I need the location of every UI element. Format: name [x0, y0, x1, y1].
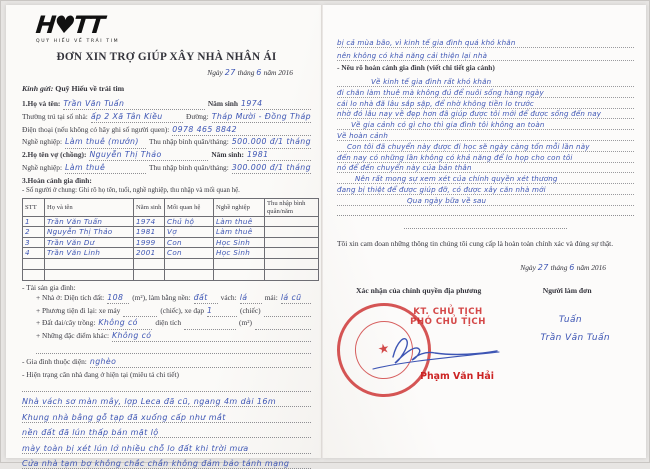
date-word-ngay: Ngày — [520, 262, 536, 272]
story-line — [337, 76, 634, 87]
detail-section-label: - Nêu rõ hoàn cảnh gia đình (viết chi tiết gia cảnh) — [337, 63, 495, 72]
field-phone-line — [22, 125, 311, 136]
col-income: Thu nhập bình quân/năm — [265, 199, 319, 217]
story-line — [337, 87, 634, 98]
date-line-top — [22, 68, 293, 77]
asset-house-floor: đất — [194, 293, 218, 304]
date-word-thang: tháng — [237, 68, 255, 77]
house-desc-text: Khung nhà bằng gỗ tạp đã xuống cấp như mắt — [22, 412, 226, 422]
page-divider — [321, 5, 323, 458]
asset-other-label: + Những đặc điểm khác: — [36, 331, 110, 341]
story-text: Về hoàn cảnh — [337, 130, 389, 140]
cell-name: Trần Văn Linh — [45, 248, 134, 258]
authority-title: Xác nhận của chính quyền địa phương — [356, 285, 482, 295]
field-income1-label: Thu nhập bình quân/tháng: — [148, 137, 229, 147]
story-line — [337, 119, 634, 130]
kt-chu-tich: KT. CHỦ TỊCH — [413, 306, 483, 317]
signature-titles — [337, 286, 634, 295]
section3-title: 3.Hoàn cảnh gia đình: — [22, 175, 92, 185]
star-icon: ★ — [376, 340, 392, 358]
cell-stt: 2 — [23, 227, 45, 237]
date-month-hw: 6 — [569, 262, 575, 272]
field-income2-value: 300.000 đ/1 tháng — [232, 163, 311, 174]
hvtt-logo-mark: H♥TT — [34, 11, 105, 39]
story-text: nhờ đó lâu nay về đẹp hơn đã giúp được tôi mới để được sống đến nay — [337, 109, 602, 119]
cell-empty — [214, 269, 265, 280]
cell-year: 1999 — [134, 237, 165, 247]
table-row — [23, 217, 319, 227]
asset-house-floor-label: (m²), làm bằng nền: — [132, 292, 191, 302]
cell-empty — [214, 258, 265, 269]
cell-stt: 3 — [23, 237, 45, 247]
col-year: Năm sinh — [134, 199, 165, 217]
field-spouse-line — [22, 150, 311, 161]
field-job2-label: Nghề nghiệp: — [22, 162, 63, 172]
form-title: ĐƠN XIN TRỢ GIÚP XÂY NHÀ NHÂN ÁI — [56, 51, 277, 63]
house-desc-line — [22, 392, 311, 407]
addressee-value: Quỹ Hiếu về trái tim — [55, 84, 125, 93]
applicant-signature: Tuấn — [558, 314, 582, 325]
dotted-filler — [255, 322, 311, 330]
asset-house-roof-label: mái: — [264, 292, 278, 302]
asset-vehicle-label1: + Phương tiện đi lại: xe máy — [36, 305, 121, 315]
field-income2-label: Thu nhập bình quân/tháng: — [148, 162, 229, 172]
dotted-filler — [184, 322, 236, 330]
cell-income — [265, 217, 319, 227]
field-street-value: Tháp Mười - Đồng Tháp — [212, 112, 311, 123]
asset-land-unit: (m²) — [239, 318, 252, 328]
pho-chu-tich: PHÓ CHỦ TỊCH — [410, 316, 486, 327]
story-text: Về gia cảnh có gì cho thì gia đình tôi không an toàn — [351, 120, 545, 130]
house-desc-line — [22, 438, 311, 453]
intro-text: bị cả mùa bão, vì kinh tế gia đình quá khó khăn — [337, 38, 516, 47]
category-line — [22, 357, 311, 368]
cell-year: 1981 — [134, 227, 165, 237]
family-table — [22, 198, 319, 280]
addressee-line — [22, 84, 311, 93]
dotted-filler — [123, 309, 157, 317]
cell-job: Học Sinh — [214, 248, 265, 258]
story-line — [337, 184, 634, 195]
asset-land-area-label: diện tích — [155, 318, 182, 328]
asset-bicycle-count: 1 — [207, 306, 237, 317]
intro-line — [337, 35, 634, 48]
house-desc-text: Cửa nhà tạm bợ không chắc chắn không đảm bảo tánh mạng — [22, 458, 290, 468]
field-name-label: 1.Họ và tên: — [22, 99, 61, 108]
deputy-chairman-title — [383, 307, 513, 327]
story-line — [337, 195, 634, 206]
field-birth2-label: Năm sinh: — [211, 150, 244, 160]
asset-other-line — [36, 331, 311, 342]
story-text: đến nay có những lần không có khả năng để lo họp cho con tôi — [337, 152, 573, 162]
page-1 — [6, 5, 321, 468]
cell-job: Làm thuê — [214, 217, 265, 227]
dotted-line — [404, 219, 567, 229]
intro-line — [337, 48, 634, 61]
story-text: Về kinh tế gia đình rất khó khăn — [371, 77, 492, 86]
date-day-hw: 27 — [224, 68, 236, 77]
field-phone-label: Điện thoại (nếu không có hãy ghi số người quen): — [22, 124, 170, 134]
story-text: cái lo nhà đã lâu sắp sập, để nhờ không tiền lo trước — [337, 98, 535, 108]
table-header-row — [23, 199, 319, 217]
signature-area — [337, 295, 634, 445]
date-month-hw: 6 — [256, 68, 262, 77]
cell-name: Trần Văn Dư — [45, 237, 134, 247]
assets-title: - Tài sản gia đình: — [22, 282, 76, 292]
cell-empty — [265, 258, 319, 269]
house-desc-line — [22, 454, 311, 469]
table-row — [23, 248, 319, 258]
dotted-line — [337, 206, 634, 216]
asset-house-wall-label: vách: — [220, 292, 237, 302]
asset-house-roof: lá cũ — [281, 293, 311, 304]
cell-empty — [45, 258, 134, 269]
story-line — [337, 130, 634, 141]
asset-house-label: + Nhà ở: Diện tích đất: — [36, 292, 105, 302]
table-row — [23, 227, 319, 237]
field-name-line — [22, 99, 311, 110]
field-job2-line — [22, 163, 311, 174]
house-desc-text: nền đất đã lún thấp bán mặt lộ — [22, 428, 159, 438]
field-birth-label: Năm sinh — [207, 99, 238, 108]
asset-house-wall: lá — [240, 293, 262, 304]
cell-empty — [23, 269, 45, 280]
col-stt: STT — [23, 199, 45, 217]
story-line — [337, 173, 634, 184]
cell-year: 1974 — [134, 217, 165, 227]
cell-empty — [134, 269, 165, 280]
cell-income — [265, 237, 319, 247]
field-name-value: Trần Văn Tuấn — [63, 99, 204, 110]
story-text: đi chăn làm thuê mà không đủ để nuôi sống hàng ngày — [337, 87, 544, 97]
table-row — [23, 237, 319, 247]
cell-job: Làm thuê — [214, 227, 265, 237]
asset-house-line — [36, 293, 311, 304]
cell-stt: 4 — [23, 248, 45, 258]
asset-vehicle-label2: (chiếc), xe đạp — [160, 305, 205, 315]
cell-year: 2001 — [134, 248, 165, 258]
story-text: đang bị thiệt để được giúp đỡ, có được xây căn nhà mới — [337, 184, 546, 194]
asset-land-value: Không có — [98, 318, 152, 329]
cell-relation: Con — [165, 237, 214, 247]
date-word-ngay: Ngày — [207, 68, 223, 77]
story-line — [337, 163, 634, 174]
field-job2-value: Làm thuê — [65, 163, 146, 174]
asset-land-label: + Đất đai/cây trồng: — [36, 318, 96, 328]
field-spouse-label: 2.Họ tên vợ (chồng): — [22, 150, 87, 160]
field-address-line — [22, 112, 311, 123]
field-birth2-value: 1981 — [247, 150, 311, 161]
cell-job: Học Sinh — [214, 237, 265, 247]
dotted-line — [36, 344, 311, 354]
dotted-line — [22, 382, 311, 392]
col-name: Họ và tên — [45, 199, 134, 217]
field-income1-value: 500.000 đ/1 tháng — [232, 137, 311, 148]
field-spouse-value: Nguyễn Thị Thảo — [89, 150, 208, 161]
table-row-empty — [23, 269, 319, 280]
cell-relation: Con — [165, 248, 214, 258]
house-status-label: - Hiện trạng căn nhà đang ở hiện tại (miêu tả chi tiết) — [22, 369, 180, 379]
story-line — [337, 98, 634, 109]
col-relation: Mối quan hệ — [165, 199, 214, 217]
applicant-title: Người làm đơn — [542, 285, 592, 295]
cell-empty — [134, 258, 165, 269]
cell-empty — [45, 269, 134, 280]
field-job1-line — [22, 137, 311, 148]
official-name: Phạm Văn Hải — [420, 370, 494, 382]
cell-empty — [165, 258, 214, 269]
date-day-hw: 27 — [537, 262, 549, 272]
cell-stt: 1 — [23, 217, 45, 227]
category-value: nghèo — [90, 357, 311, 368]
cell-name: Nguyễn Thị Thảo — [45, 227, 134, 237]
house-desc-text: mày toàn bị xét lún lở nhiều chỗ lo đất khi trời mưa — [22, 443, 249, 453]
field-job1-value: Làm thuê (mướn) — [65, 137, 146, 148]
dotted-filler — [264, 309, 311, 317]
field-address-label: Thường trú tại số nhà: — [22, 111, 88, 121]
asset-vehicle-line — [36, 306, 311, 317]
story-line — [337, 141, 634, 152]
date-line-bottom — [337, 263, 606, 272]
asset-other-value: Không có — [112, 331, 311, 342]
asset-land-line — [36, 318, 311, 329]
field-phone-value: 0978 465 8842 — [172, 125, 311, 136]
story-text: Con tôi đã chuyển này được đi học sẽ ngày càng tốn mỗi lần này — [347, 141, 590, 151]
page-2 — [323, 5, 646, 458]
cell-empty — [165, 269, 214, 280]
asset-house-area: 108 — [107, 293, 129, 304]
field-address-value: ấp 2 Xã Tân Kiều — [91, 112, 183, 123]
addressee-label: Kính gửi: — [22, 84, 54, 93]
asset-vehicle-label3: (chiếc) — [240, 305, 261, 315]
date-word-nam: năm 2016 — [576, 262, 606, 272]
intro-text: nên không có khả năng cải thiện lại nhà — [337, 51, 488, 60]
section3-note: - Số người ở chung: Ghi rõ họ tên, tuổi, nghề nghiệp, thu nhập và mối quan hệ. — [22, 186, 240, 194]
cell-empty — [23, 258, 45, 269]
col-job: Nghề nghiệp — [214, 199, 265, 217]
declaration-text: Tôi xin cam đoan những thông tin chúng tôi cung cấp là hoàn toàn chính xác và đúng sự thật. — [337, 238, 614, 248]
hvtt-logo-tagline: QUỸ HIẾU VỀ TRÁI TIM — [36, 39, 120, 44]
house-desc-line — [22, 407, 311, 422]
category-label: - Gia đình thuộc diện: — [22, 357, 87, 367]
date-word-nam: năm 2016 — [263, 68, 293, 77]
applicant-name: Trần Văn Tuấn — [540, 332, 610, 343]
story-line — [337, 109, 634, 120]
cell-relation: Vợ — [165, 227, 214, 237]
hvtt-logo — [36, 13, 311, 44]
cell-empty — [265, 269, 319, 280]
story-text: nó để đến chuyển này của bản thân — [337, 163, 472, 173]
cell-income — [265, 248, 319, 258]
table-row-empty — [23, 258, 319, 269]
story-text: Qua ngày bữa về sau — [407, 195, 487, 205]
house-desc-text: Nhà vách sơ màn mây, lợp Leca đã cũ, ngang 4m dài 16m — [22, 397, 277, 407]
field-birth-value: 1974 — [241, 99, 311, 110]
cell-income — [265, 227, 319, 237]
cell-name: Trần Văn Tuấn — [45, 217, 134, 227]
date-word-thang: tháng — [550, 262, 568, 272]
field-street-label: Đường: — [185, 111, 209, 121]
story-line — [337, 152, 634, 163]
house-desc-line — [22, 423, 311, 438]
cell-relation: Chủ hộ — [165, 217, 214, 227]
story-text: Nên rất mong sự xem xét của chính quyền xét thương — [355, 174, 558, 184]
field-job1-label: Nghề nghiệp: — [22, 137, 63, 147]
